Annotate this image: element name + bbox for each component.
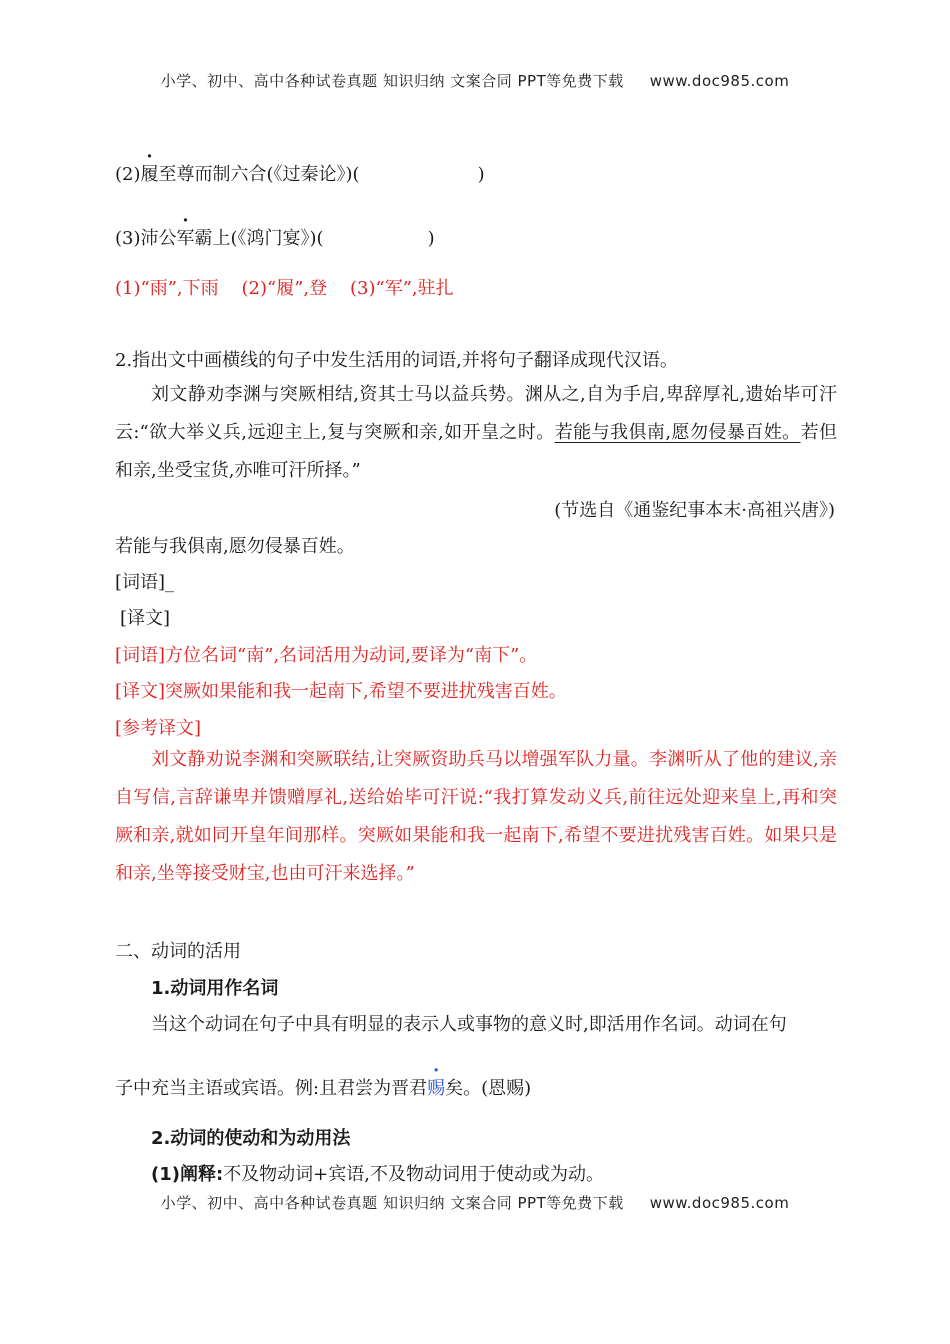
footer-url[interactable]: www.doc985.com bbox=[649, 1194, 790, 1212]
answer-1: (1)“雨”,下雨 (2)“履”,登 (3)“军”,驻扎 bbox=[115, 278, 454, 299]
blank-yiwen: [译文] bbox=[120, 608, 171, 629]
q3-dotted-char: 军 bbox=[176, 228, 195, 249]
sub-2-item-label: (1)阐释: bbox=[151, 1164, 224, 1185]
sub-2-item bbox=[151, 1160, 604, 1186]
passage-underlined: 若能与我俱南,愿勿侵暴百姓。 bbox=[554, 422, 801, 443]
sub-2-item-text: 不及物动词+宾语,不及物动词用于使动或为动。 bbox=[223, 1164, 604, 1185]
header-url[interactable]: www.doc985.com bbox=[649, 72, 790, 90]
reference-title: [参考译文] bbox=[115, 718, 202, 739]
passage-part1: 刘文静劝李渊与突厥相结,资其士马以益兵势。渊从之,自为手启,卑辞厚礼,遗始毕可汗云:“欲大举义兵,远迎主上,复与突厥和亲,如开皇之时。 bbox=[115, 384, 837, 443]
section-2-title: 2.指出文中画横线的句子中发生活用的词语,并将句子翻译成现代汉语。 bbox=[115, 350, 678, 371]
sub-1-text-2 bbox=[115, 1074, 531, 1100]
part-2-title: 二、动词的活用 bbox=[115, 941, 241, 962]
header-text: 小学、初中、高中各种试卷真题 知识归纳 文案合同 PPT等免费下载 bbox=[160, 72, 624, 90]
sub-1-text: 当这个动词在句子中具有明显的表示人或事物的意义时,即活用作名词。动词在句 bbox=[151, 1014, 787, 1035]
sub-1-example: 子中充当主语或宾语。例:且君尝为晋君 bbox=[115, 1078, 428, 1099]
page-header bbox=[0, 70, 950, 91]
passage-source: (节选自《通鉴纪事本末·高祖兴唐》) bbox=[554, 500, 835, 521]
sub-2-title: 2.动词的使动和为动用法 bbox=[151, 1128, 351, 1149]
q2-dotted-char: 履 bbox=[140, 164, 159, 185]
passage bbox=[115, 376, 837, 490]
q2-close: ) bbox=[477, 164, 485, 185]
reference-text: 刘文静劝说李渊和突厥联结,让突厥资助兵马以增强军队力量。李渊听从了他的建议,亲自写信,言辞谦卑并馈赠厚礼,送给始毕可汗说:“我打算发动义兵,前往远处迎来皇上,再和突厥和亲,就如同开皇年间那样。突厥如果能和我一起南下,希望不要进扰残害百姓。如果只是和亲,坐等接受财宝,也由可汗来选择。” bbox=[115, 749, 837, 884]
answer-yiwen: [译文]突厥如果能和我一起南下,希望不要进扰残害百姓。 bbox=[115, 681, 567, 702]
answer-ciyu: [词语]方位名词“南”,名词活用为动词,要译为“南下”。 bbox=[115, 645, 538, 666]
sub-1-dotted-char: 赐 bbox=[427, 1078, 446, 1099]
q2-number: (2) bbox=[115, 164, 141, 185]
sub-1-title: 1.动词用作名词 bbox=[151, 978, 279, 999]
reference-translation bbox=[115, 741, 837, 893]
passage-part2: 若但和亲,坐受宝货,亦唯可汗所择。” bbox=[115, 422, 837, 481]
q2-text: 至尊而制六合(《过秦论》)( bbox=[158, 164, 360, 185]
q3-close: ) bbox=[427, 228, 435, 249]
question-3 bbox=[115, 224, 435, 250]
question-2 bbox=[115, 160, 485, 186]
target-sentence: 若能与我俱南,愿勿侵暴百姓。 bbox=[115, 536, 355, 557]
q3-number: (3)沛公 bbox=[115, 228, 177, 249]
footer-text: 小学、初中、高中各种试卷真题 知识归纳 文案合同 PPT等免费下载 bbox=[160, 1194, 624, 1212]
sub-1-example-end: 矣。(恩赐) bbox=[445, 1078, 532, 1099]
q3-text: 霸上(《鸿门宴》)( bbox=[194, 228, 324, 249]
page-footer bbox=[0, 1192, 950, 1213]
blank-ciyu: [词语]_ bbox=[115, 572, 175, 593]
